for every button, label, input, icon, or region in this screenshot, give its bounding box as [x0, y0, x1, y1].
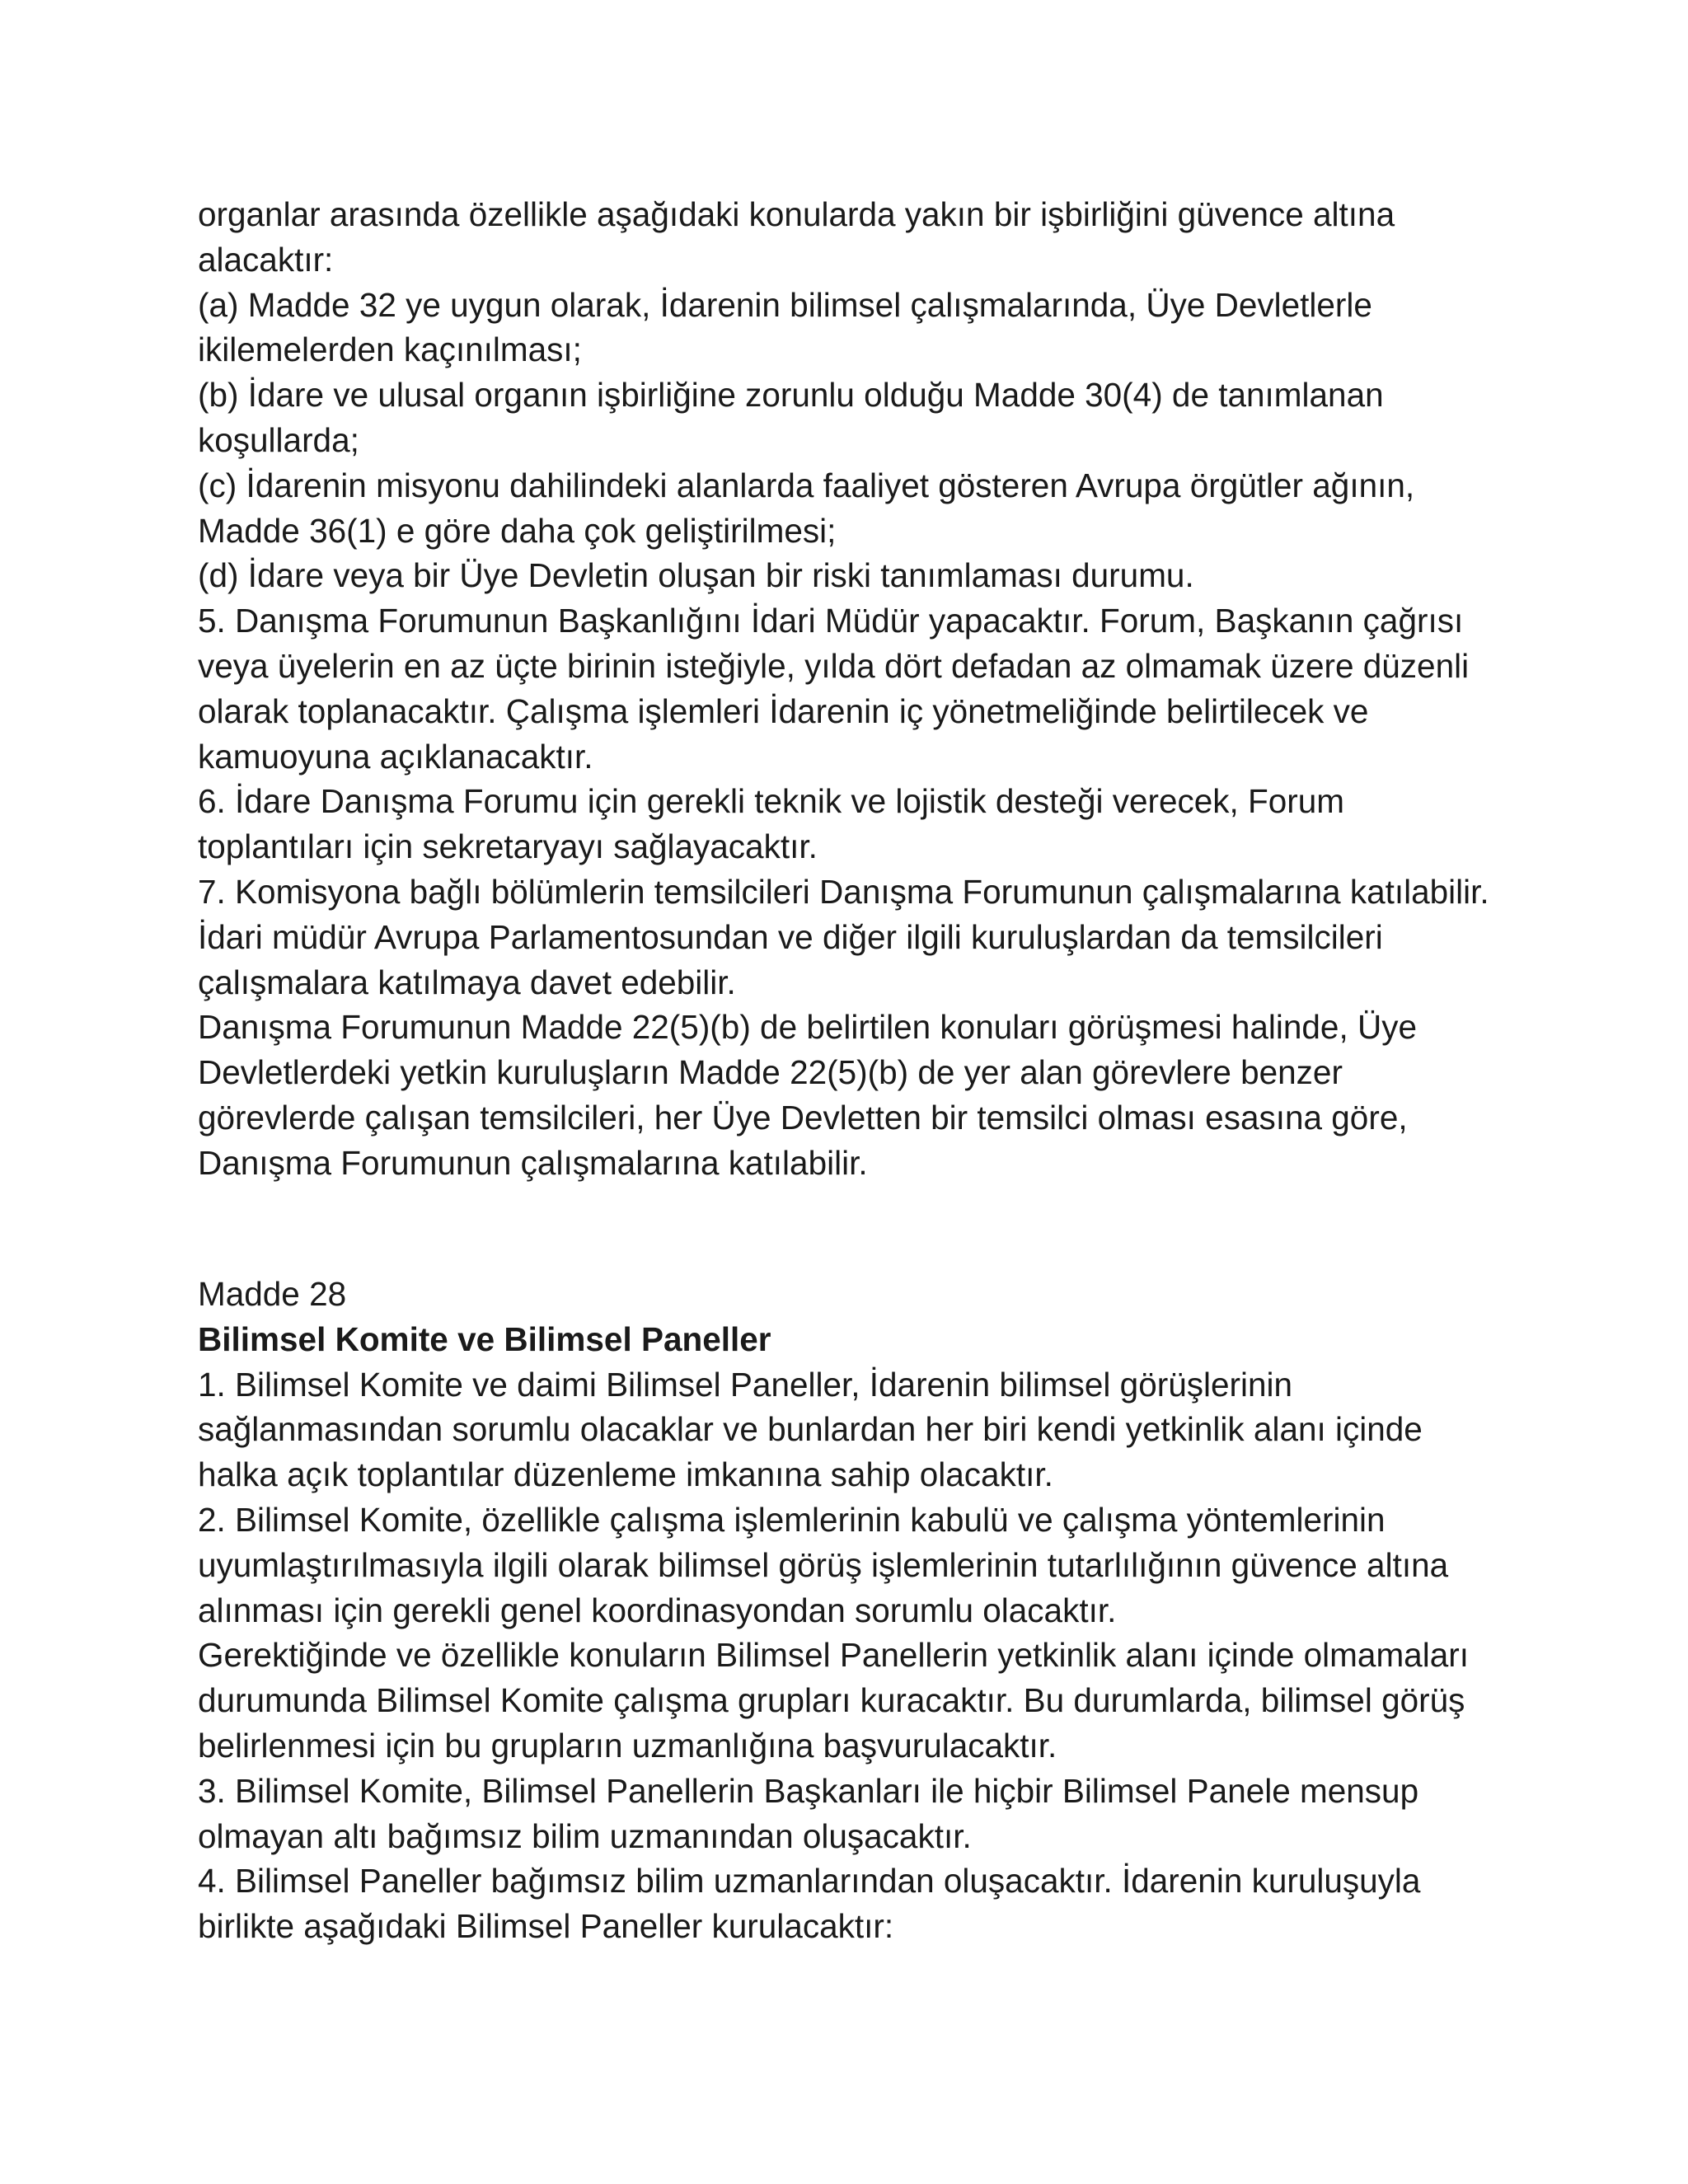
top-text-block: [198, 192, 1533, 1186]
text-line: Danışma Forumunun Madde 22(5)(b) de belirtilen konuları görüşmesi halinde, Üye: [198, 1008, 1417, 1047]
text-line: alacaktır:: [198, 240, 334, 279]
text-line: kamuoyuna açıklanacaktır.: [198, 737, 593, 776]
text-line: (c) İdarenin misyonu dahilindeki alanlarda faaliyet gösteren Avrupa örgütler ağının,: [198, 466, 1415, 504]
text-line: Madde 36(1) e göre daha çok geliştirilmesi;: [198, 511, 837, 550]
text-line: durumunda Bilimsel Komite çalışma grupları kuracaktır. Bu durumlarda, bilimsel görüş: [198, 1681, 1465, 1720]
text-line: 3. Bilimsel Komite, Bilimsel Panellerin Başkanları ile hiçbir Bilimsel Panele mensup: [198, 1771, 1419, 1810]
text-line: 7. Komisyona bağlı bölümlerin temsilcileri Danışma Forumunun çalışmalarına katılabilir.: [198, 872, 1489, 911]
article-title: Bilimsel Komite ve Bilimsel Paneller: [198, 1319, 771, 1358]
text-line: 1. Bilimsel Komite ve daimi Bilimsel Paneller, İdarenin bilimsel görüşlerinin: [198, 1365, 1293, 1404]
text-line: çalışmalara katılmaya davet edebilir.: [198, 963, 736, 1001]
text-line: veya üyelerin en az üçte birinin isteğiyle, yılda dört defadan az olmamak üzere düzenli: [198, 646, 1470, 685]
text-line: uyumlaştırılmasıyla ilgili olarak bilimsel görüş işlemlerinin tutarlılığının güvence altına: [198, 1545, 1449, 1584]
text-line: Devletlerdeki yetkin kuruluşların Madde 22(5)(b) de yer alan görevlere benzer: [198, 1053, 1343, 1092]
article-section: [198, 1272, 1533, 1949]
text-line: İdari müdür Avrupa Parlamentosundan ve diğer ilgili kuruluşlardan da temsilcileri: [198, 917, 1383, 956]
text-line: belirlenmesi için bu grupların uzmanlığına başvurulacaktır.: [198, 1726, 1057, 1765]
text-line: 6. İdare Danışma Forumu için gerekli teknik ve lojistik desteği verecek, Forum: [198, 782, 1345, 821]
text-line: (a) Madde 32 ye uygun olarak, İdarenin bilimsel çalışmalarında, Üye Devletlerle: [198, 285, 1372, 324]
text-line: 4. Bilimsel Paneller bağımsız bilim uzmanlarından oluşacaktır. İdarenin kuruluşuyla: [198, 1862, 1421, 1900]
text-line: birlikte aşağıdaki Bilimsel Paneller kurulacaktır:: [198, 1907, 894, 1946]
text-line: 5. Danışma Forumunun Başkanlığını İdari Müdür yapacaktır. Forum, Başkanın çağrısı: [198, 602, 1464, 640]
text-line: Gerektiğinde ve özellikle konuların Bilimsel Panellerin yetkinlik alanı içinde olmamaları: [198, 1636, 1469, 1675]
text-line: olmayan altı bağımsız bilim uzmanından oluşacaktır.: [198, 1816, 972, 1855]
text-line: organlar arasında özellikle aşağıdaki konularda yakın bir işbirliğini güvence altına: [198, 195, 1395, 233]
text-line: olarak toplanacaktır. Çalışma işlemleri İdarenin iç yönetmeliğinde belirtilecek ve: [198, 691, 1369, 730]
text-line: koşullarda;: [198, 420, 359, 459]
text-line: (d) İdare veya bir Üye Devletin oluşan bir riski tanımlaması durumu.: [198, 556, 1194, 595]
text-line: ikilemelerden kaçınılması;: [198, 330, 582, 369]
text-line: halka açık toplantılar düzenleme imkanına sahip olacaktır.: [198, 1455, 1053, 1494]
article-number: Madde 28: [198, 1275, 347, 1313]
text-line: toplantıları için sekretaryayı sağlayacaktır.: [198, 827, 818, 866]
text-line: alınması için gerekli genel koordinasyondan sorumlu olacaktır.: [198, 1591, 1117, 1629]
text-line: Danışma Forumunun çalışmalarına katılabilir.: [198, 1143, 868, 1182]
text-line: görevlerde çalışan temsilcileri, her Üye Devletten bir temsilci olması esasına göre,: [198, 1098, 1408, 1137]
text-line: (b) İdare ve ulusal organın işbirliğine zorunlu olduğu Madde 30(4) de tanımlanan: [198, 376, 1384, 415]
text-line: sağlanmasından sorumlu olacaklar ve bunlardan her biri kendi yetkinlik alanı içinde: [198, 1410, 1423, 1449]
text-line: 2. Bilimsel Komite, özellikle çalışma işlemlerinin kabulü ve çalışma yöntemlerinin: [198, 1500, 1386, 1539]
